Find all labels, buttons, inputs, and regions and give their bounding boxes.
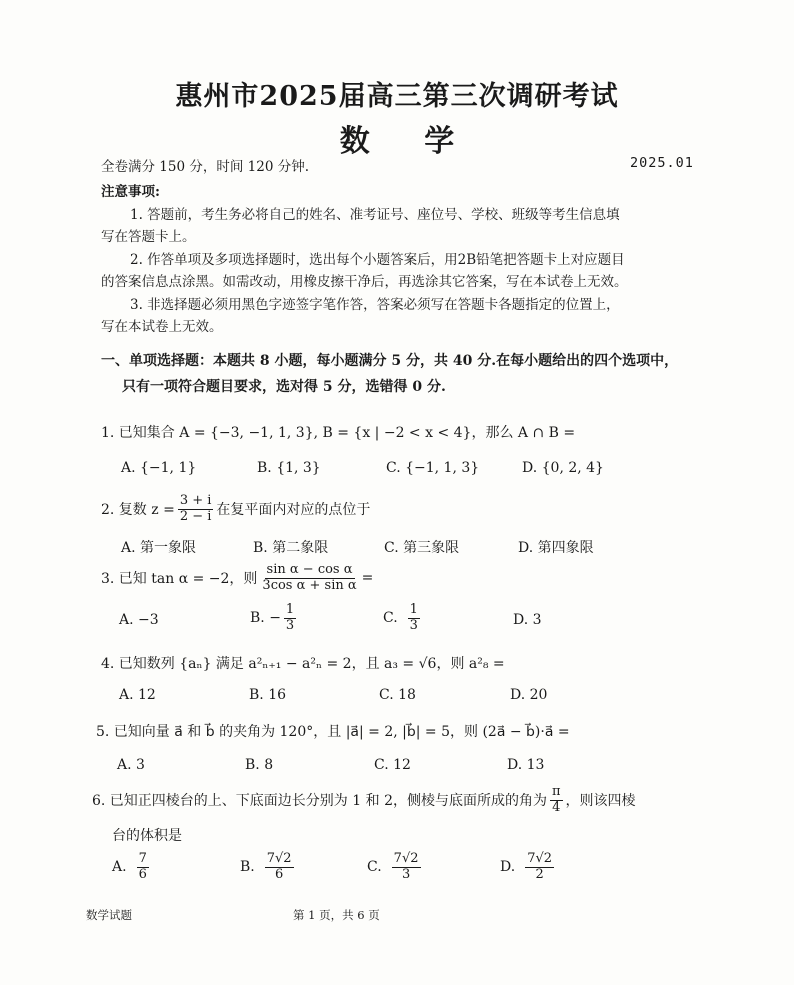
q3-option-c-numerator: 1 xyxy=(409,602,418,617)
q4-option-b: B. 16 xyxy=(249,687,287,703)
q3-option-c-denominator: 3 xyxy=(409,617,418,633)
exam-info: 全卷满分 150 分，时间 120 分钟. xyxy=(101,159,309,175)
note-1-line-2: 写在答题卡上。 xyxy=(101,229,196,245)
q6-option-b-fraction xyxy=(265,852,294,883)
q2-fraction-numerator: 3 + i xyxy=(179,493,212,508)
section-1-subheading: 只有一项符合题目要求，选对得 5 分，选错得 0 分. xyxy=(122,379,446,395)
q4-option-d: D. 20 xyxy=(510,687,548,703)
q6-option-a-fraction xyxy=(137,852,149,883)
q5-option-a: A. 3 xyxy=(117,757,145,773)
question-2-stem xyxy=(101,494,370,525)
q3-option-d: D. 3 xyxy=(513,612,542,628)
q6-option-a-denominator: 6 xyxy=(138,866,147,882)
q2-stem-pre: 2. 复数 z = xyxy=(101,502,175,519)
q6-option-d-numerator: 7√2 xyxy=(527,851,553,866)
question-6-stem xyxy=(92,785,636,816)
q6-fraction-denominator: 4 xyxy=(552,799,561,815)
q1-option-a: A. {−1, 1} xyxy=(121,460,197,476)
q5-option-c: C. 12 xyxy=(374,757,411,773)
q6-option-d-denominator: 2 xyxy=(535,866,544,882)
question-5-stem: 5. 已知向量 a⃗ 和 b⃗ 的夹角为 120°，且 |a⃗| = 2, |b⃗| = 5，则 (2a⃗ − b⃗)·a⃗ = xyxy=(96,724,570,740)
footer-subject: 数学试题 xyxy=(86,908,132,922)
q6-option-b xyxy=(240,852,297,883)
q2-option-b: B. 第二象限 xyxy=(253,540,329,556)
q5-option-b: B. 8 xyxy=(245,757,274,773)
q2-stem-post: 在复平面内对应的点位于 xyxy=(216,502,371,519)
question-6-line-2: 台的体积是 xyxy=(112,828,182,844)
note-3-line-1: 3. 非选择题必须用黑色字迹签字笔作答，答案必须写在答题卡各题指定的位置上， xyxy=(130,297,620,313)
section-1-heading: 一、单项选择题：本题共 8 小题，每小题满分 5 分，共 40 分.在每小题给出的四个选项中， xyxy=(101,353,679,369)
q3-option-b-label: B. − xyxy=(250,610,281,627)
q3-option-c xyxy=(383,603,423,634)
footer-page-number: 第 1 页，共 6 页 xyxy=(293,908,380,922)
page-title: 惠州市2025届高三第三次调研考试 xyxy=(175,81,619,112)
note-2-line-1: 2. 作答单项及多项选择题时，选出每个小题答案后，用2B铅笔把答题卡上对应题目 xyxy=(130,252,625,268)
q6-option-d xyxy=(500,852,557,883)
q3-option-c-label: C. xyxy=(383,610,398,627)
q6-option-b-numerator: 7√2 xyxy=(266,851,292,866)
q6-option-c-denominator: 3 xyxy=(401,866,411,882)
q6-option-a-label: A. xyxy=(112,859,127,876)
q6-option-c xyxy=(367,852,424,883)
q4-option-a: A. 12 xyxy=(119,687,156,703)
q6-option-c-label: C. xyxy=(367,859,382,876)
q6-option-b-denominator: 6 xyxy=(275,866,284,882)
q2-option-c: C. 第三象限 xyxy=(384,540,460,556)
note-1-line-1: 1. 答题前，考生务必将自己的姓名、准考证号、座位号、学校、班级等考生信息填 xyxy=(130,207,620,223)
q2-option-d: D. 第四象限 xyxy=(518,540,594,556)
question-3-stem xyxy=(101,563,373,594)
q3-stem-post: = xyxy=(361,570,374,587)
q6-option-b-label: B. xyxy=(240,859,255,876)
question-4-stem: 4. 已知数列 {aₙ} 满足 a²ₙ₊₁ − a²ₙ = 2，且 a₃ = √6，则 a²₈ = xyxy=(101,656,505,672)
q2-option-a: A. 第一象限 xyxy=(121,540,197,556)
q6-option-a-numerator: 7 xyxy=(138,851,147,866)
q1-option-c: C. {−1, 1, 3} xyxy=(386,460,480,476)
question-1-stem: 1. 已知集合 A = {−3, −1, 1, 3}, B = {x | −2 < x < 4}，那么 A ∩ B = xyxy=(101,425,576,441)
exam-date: 2025.01 xyxy=(630,155,694,171)
q3-option-b-numerator: 1 xyxy=(285,602,295,617)
q5-option-d: D. 13 xyxy=(507,757,545,773)
q6-option-a xyxy=(112,852,152,883)
q6-stem-post: ，则该四棱 xyxy=(565,793,636,810)
subject-title: 数 学 xyxy=(339,124,477,159)
q6-fraction-numerator: π xyxy=(551,784,561,799)
q3-option-c-fraction xyxy=(408,603,420,634)
q6-option-d-fraction xyxy=(525,852,554,883)
q2-fraction-denominator: 2 − i xyxy=(179,508,212,524)
q3-option-b xyxy=(250,603,299,634)
q3-option-b-denominator: 3 xyxy=(285,617,295,633)
q6-option-c-numerator: 7√2 xyxy=(393,851,419,866)
q6-option-c-fraction xyxy=(392,852,421,883)
q6-stem-pre: 6. 已知正四棱台的上、下底面边长分别为 1 和 2，侧棱与底面所成的角为 xyxy=(92,793,547,810)
q3-fraction-numerator: sin α − cos α xyxy=(266,562,353,577)
q3-option-a: A. −3 xyxy=(119,612,159,628)
q3-fraction-denominator: 3cos α + sin α xyxy=(262,577,357,593)
note-3-line-2: 写在本试卷上无效。 xyxy=(101,319,223,335)
q6-fraction xyxy=(550,785,563,816)
q3-option-b-fraction xyxy=(284,603,296,634)
q6-option-d-label: D. xyxy=(500,859,516,876)
q1-option-b: B. {1, 3} xyxy=(257,460,321,476)
q3-stem-pre: 3. 已知 tan α = −2，则 xyxy=(101,571,258,588)
q3-fraction xyxy=(260,563,358,594)
notes-heading: 注意事项: xyxy=(101,184,160,200)
q1-option-d: D. {0, 2, 4} xyxy=(522,460,604,476)
note-2-line-2: 的答案信息点涂黑。如需改动，用橡皮擦干净后，再选涂其它答案，写在本试卷上无效。 xyxy=(101,274,628,290)
q4-option-c: C. 18 xyxy=(379,687,416,703)
q2-fraction xyxy=(178,494,214,525)
